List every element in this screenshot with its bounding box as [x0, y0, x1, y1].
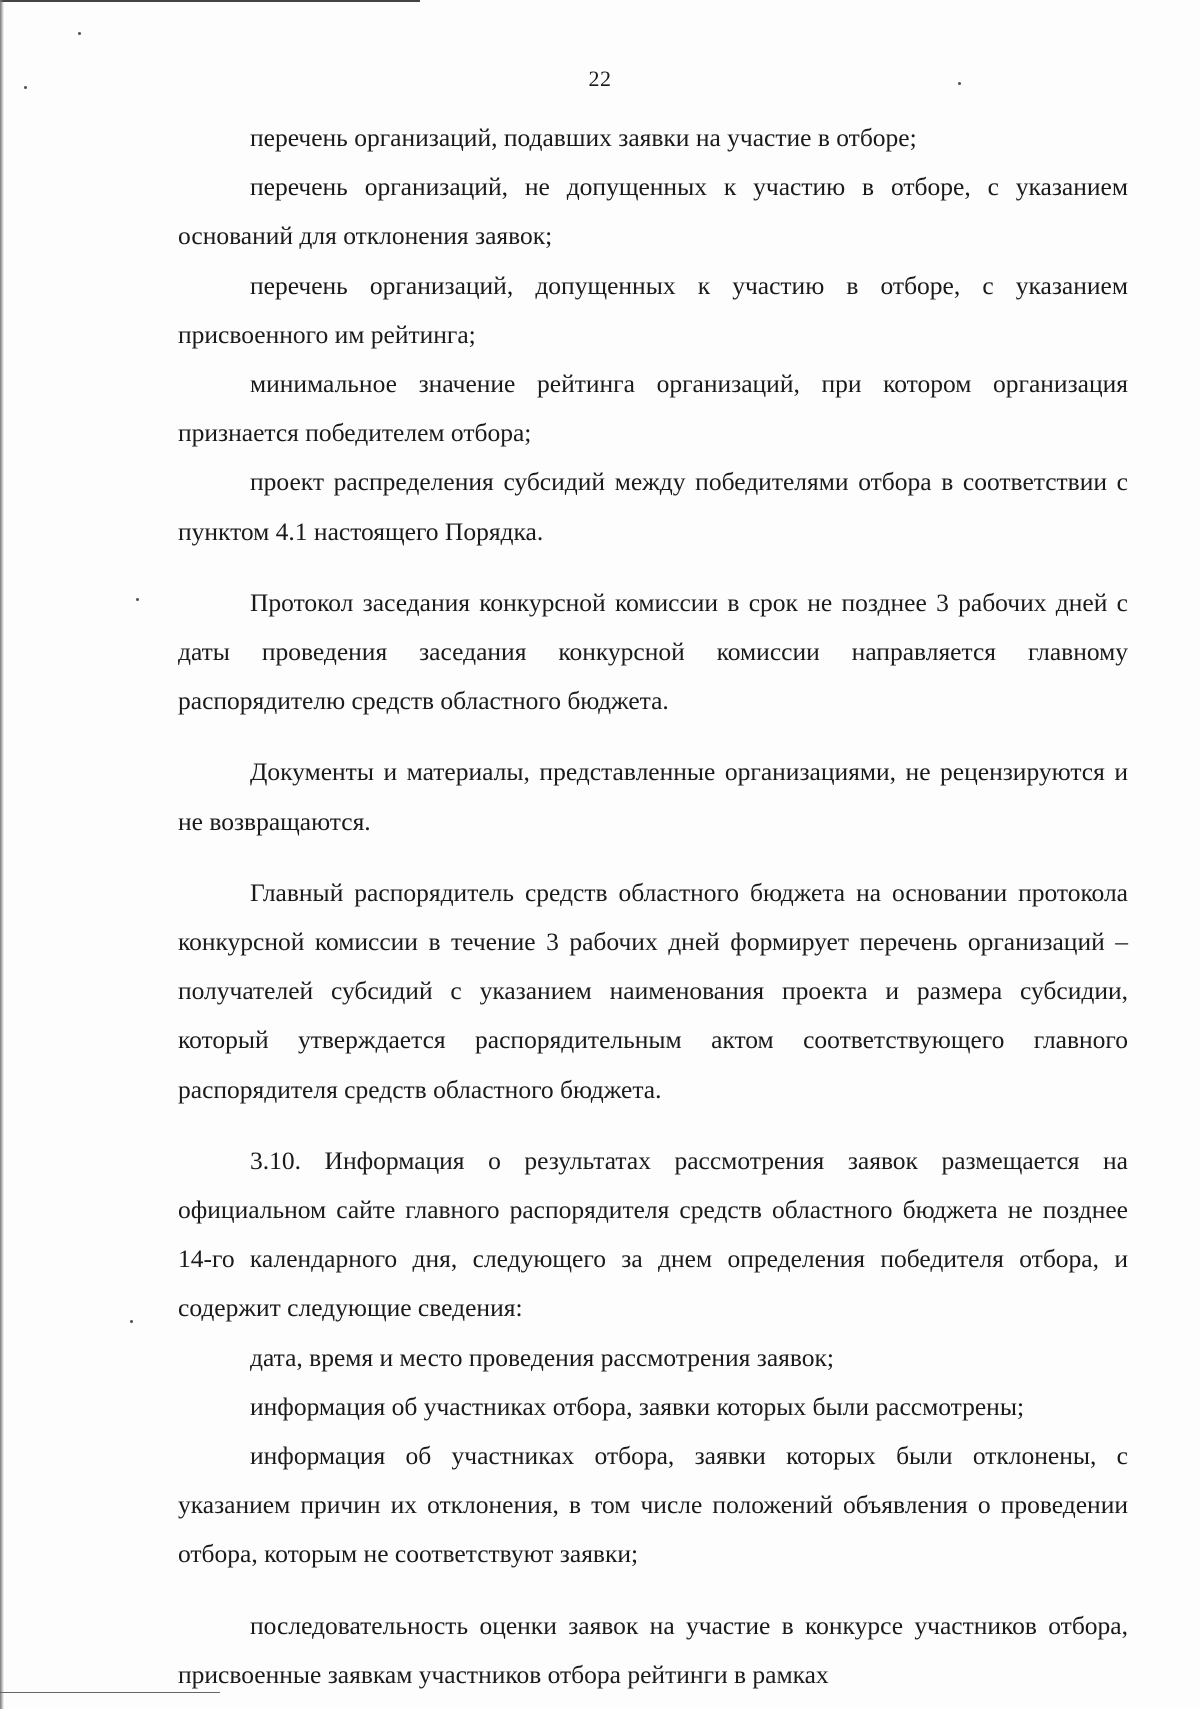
paragraph: дата, время и место проведения рассмотрения заявок; [250, 1342, 834, 1372]
paragraph: последовательность оценки заявок на участие в конкурсе участников отбора, присвоенные заявкам участников отбора рейтинги в рамках [178, 1610, 1128, 1689]
paragraph: 3.10. Информация о результатах рассмотрения заявок размещается на официальном сайте главного распорядителя средств областного бюджета не позднее 14-го календарного дня, следующего за днем определения победителя отбора, и содержит следующие сведения: [178, 1145, 1128, 1323]
paragraph: информация об участниках отбора, заявки которых были рассмотрены; [250, 1391, 1025, 1421]
paragraph: перечень организаций, подавших заявки на участие в отборе; [250, 123, 917, 152]
paragraph: проект распределения субсидий между победителями отбора в соответствии с пунктом 4.1 настоящего Порядка. [178, 467, 1128, 546]
scan-top-rule [0, 0, 420, 2]
paragraph: перечень организаций, не допущенных к участию в отборе, с указанием оснований для отклонения заявок; [178, 172, 1128, 251]
paragraph: перечень организаций, допущенных к участию в отборе, с указанием присвоенного им рейтинга; [178, 270, 1128, 349]
page-number: 22 [588, 66, 612, 91]
paragraph: Главный распорядитель средств областного бюджета на основании протокола конкурсной комиссии в течение 3 рабочих дней формирует перечень организаций – получателей субсидий с указанием наименования проекта и размера субсидии, который утверждается распорядительным актом соответствующего главного распорядителя средств областного бюджета. [178, 877, 1128, 1104]
paragraph: Протокол заседания конкурсной комиссии в срок не позднее 3 рабочих дней с даты проведения заседания конкурсной комиссии направляется главному распорядителю средств областного бюджета. [178, 587, 1128, 716]
scan-speck [78, 32, 81, 35]
scan-speck [130, 1320, 133, 1323]
paragraph: Документы и материалы, представленные организациями, не рецензируются и не возвращаются. [178, 757, 1128, 836]
scan-left-edge [0, 0, 4, 1709]
paragraph: информация об участниках отбора, заявки которых были отклонены, с указанием причин их отклонения, в том числе положений объявления о проведении отбора, которым не соответствуют заявки; [178, 1441, 1128, 1569]
scan-speck [136, 598, 139, 601]
document-body [178, 113, 1128, 1699]
paragraph: минимальное значение рейтинга организаций, при котором организация признается победителем отбора; [178, 369, 1128, 448]
